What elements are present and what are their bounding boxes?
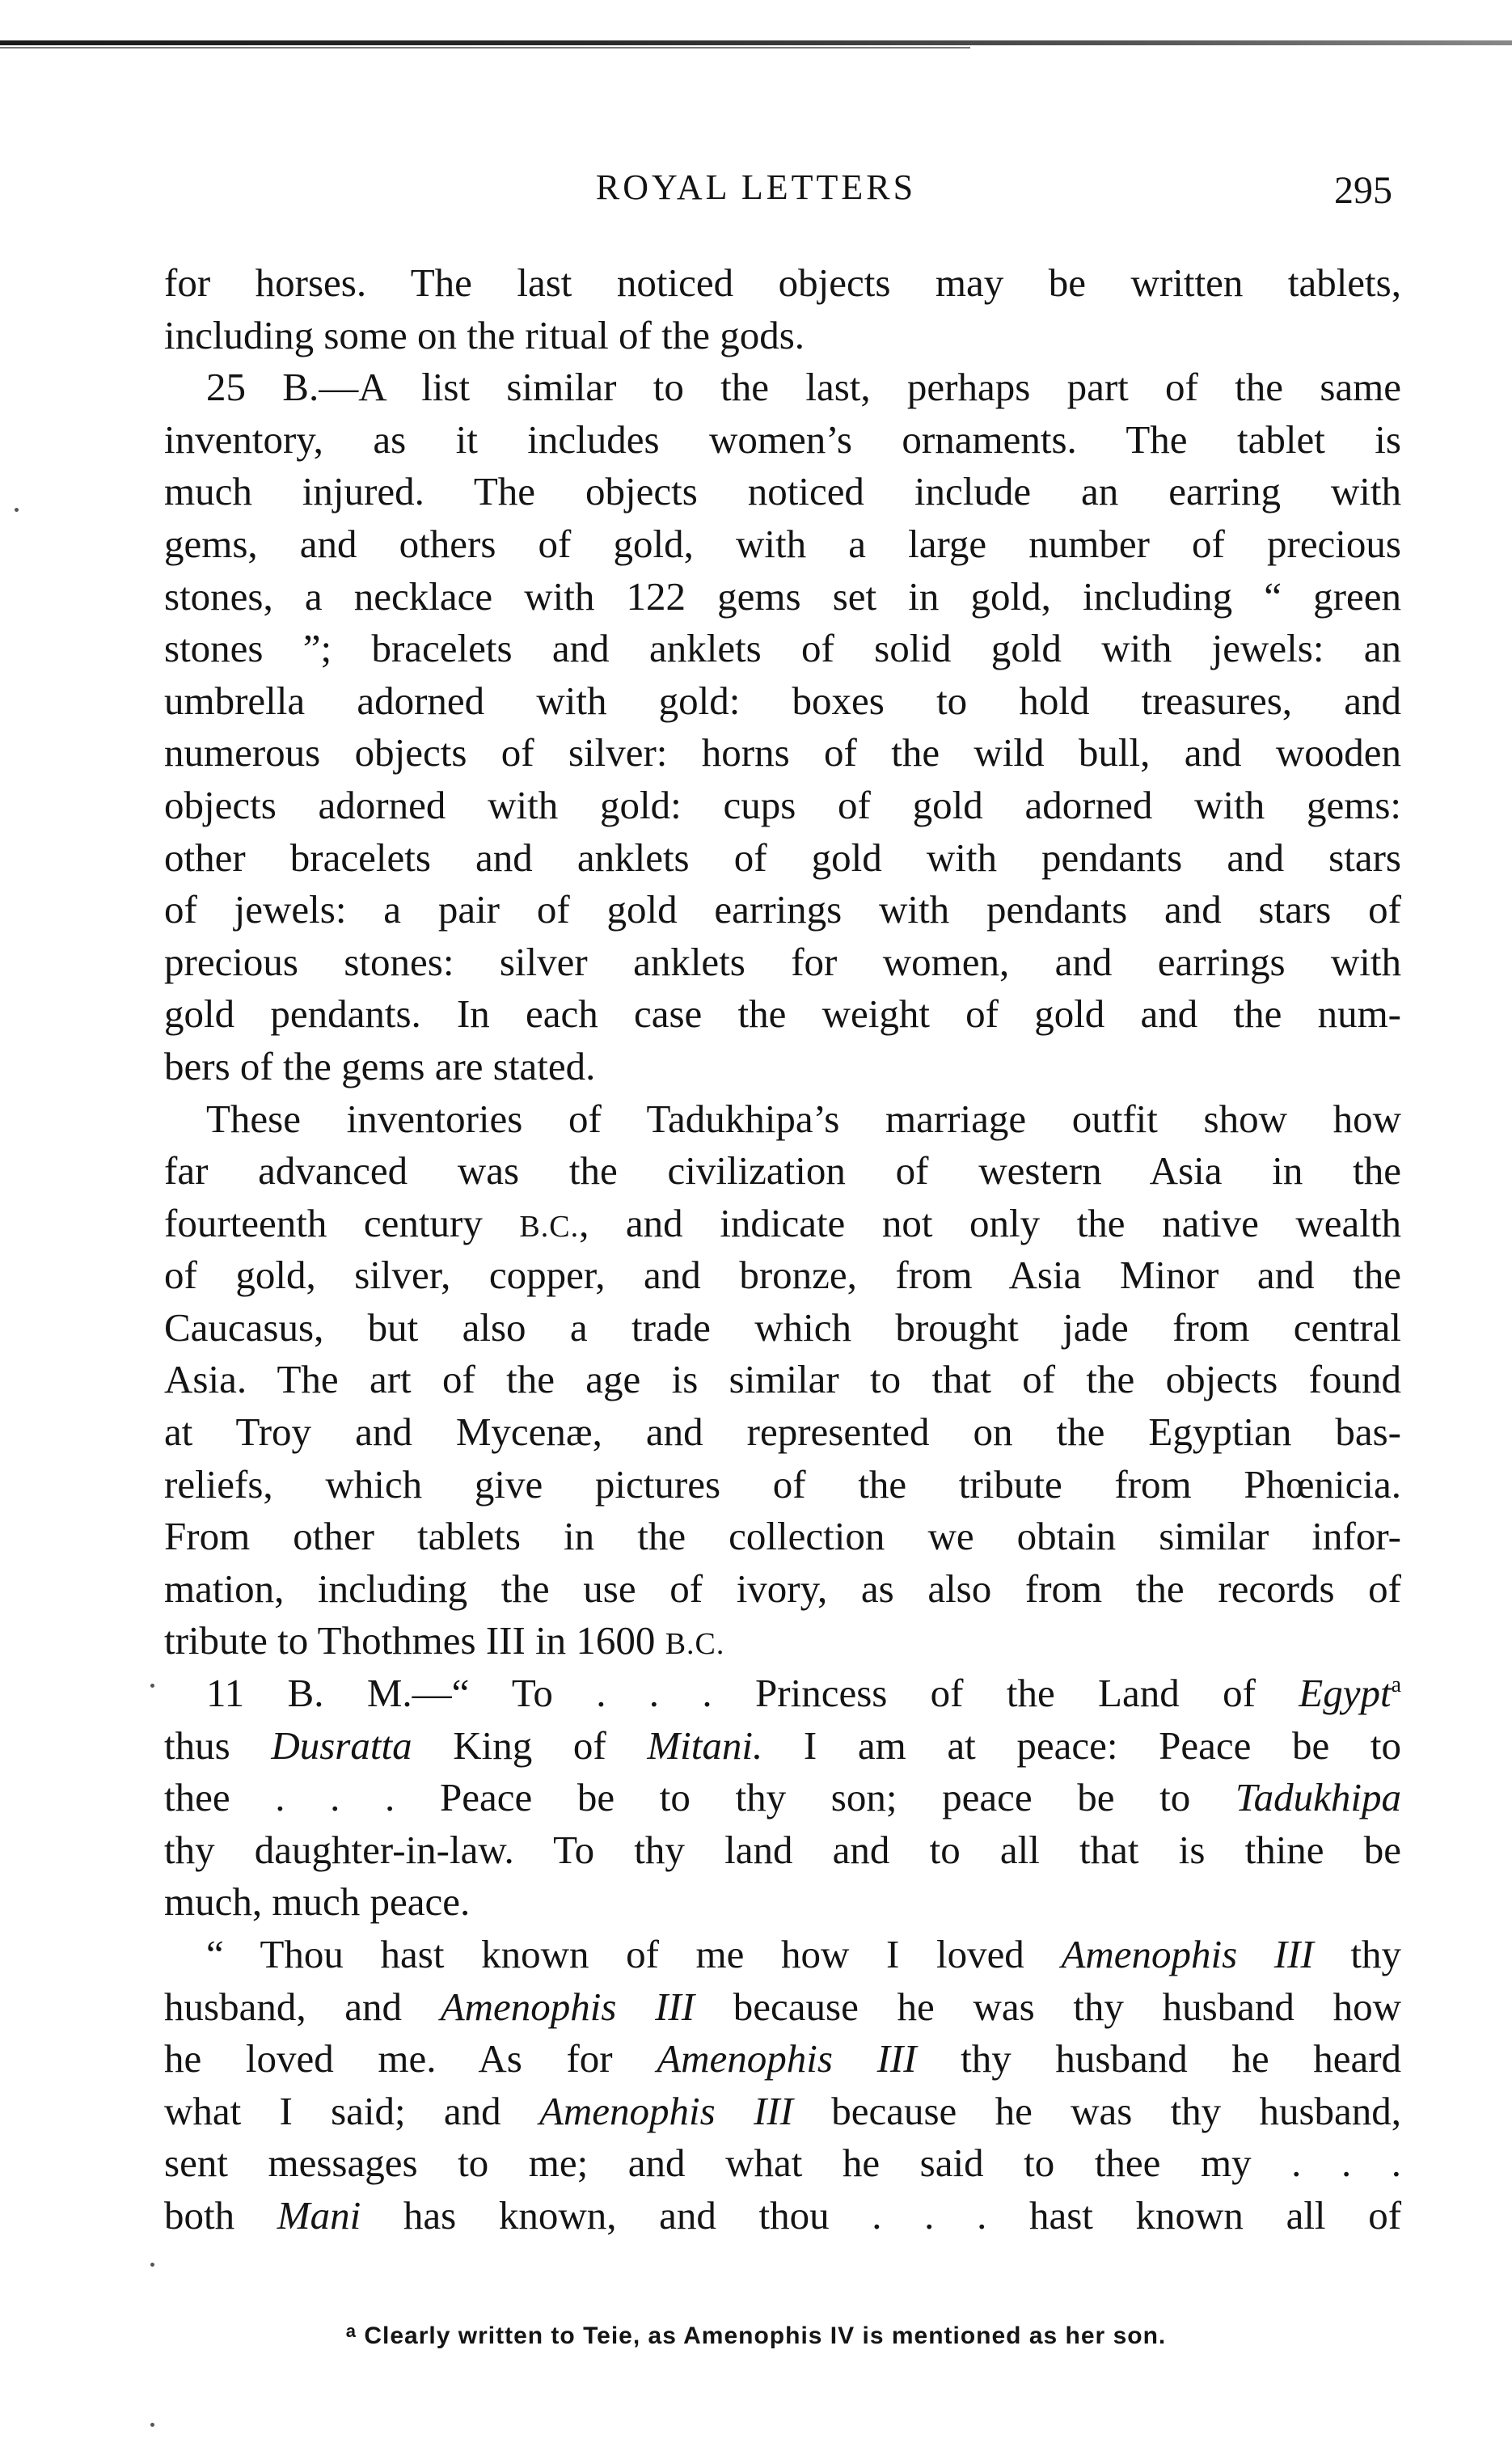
text-line: objects adorned with gold: cups of gold adorned with gems:: [164, 782, 1401, 827]
italic-name: Mani: [277, 2192, 361, 2238]
italic-name: Mitani.: [647, 1722, 763, 1768]
page-number: 295: [1334, 169, 1392, 212]
text-line: thee . . . Peace be to thy son; peace be to Tadukhipa: [164, 1775, 1402, 1820]
margin-speck: [15, 508, 19, 512]
italic-name: Amenophis III: [440, 1984, 695, 2029]
text-line: “ Thou hast known of me how I loved Amenophis III thy: [206, 1932, 1402, 1976]
era-abbreviation: B.C.: [665, 1627, 725, 1662]
footnote: [0, 2321, 1512, 2350]
text-line: thus Dusratta King of Mitani. I am at peace: Peace be to: [164, 1722, 1401, 1768]
text-line: thy daughter-in-law. To thy land and to all that is thine be: [164, 1827, 1401, 1872]
text-line: husband, and Amenophis III because he was thy husband how: [164, 1984, 1402, 2029]
text-line: including some on the ritual of the gods.: [164, 312, 805, 357]
margin-speck: [150, 2423, 154, 2427]
text-line: fourteenth century B.C., and indicate not only the native wealth: [164, 1200, 1401, 1245]
era-abbreviation: B.C.: [519, 1209, 580, 1244]
italic-name: Dusratta: [271, 1722, 412, 1768]
text-line: Caucasus, but also a trade which brought jade from central: [164, 1304, 1401, 1350]
text-line: what I said; and Amenophis III because he was thy husband,: [164, 2088, 1402, 2133]
text-line: he loved me. As for Amenophis III thy husband he heard: [164, 2036, 1402, 2082]
text-line: stones, a necklace with 122 gems set in gold, including “ green: [164, 573, 1401, 619]
text-line: precious stones: silver anklets for women, and earrings with: [164, 939, 1401, 984]
margin-speck: [150, 2263, 154, 2267]
footnote-text: Clearly written to Teie, as Amenophis IV is mentioned as her son.: [364, 2322, 1167, 2349]
footnote-reference: a: [1391, 1672, 1401, 1698]
text-line: stones ”; bracelets and anklets of solid gold with jewels: an: [164, 626, 1401, 671]
top-edge-rule-secondary: [0, 47, 970, 49]
body-text: [164, 257, 1401, 2242]
running-head: [0, 167, 1512, 215]
text-line: sent messages to me; and what he said to thee my . . .: [164, 2141, 1401, 2186]
text-line: at Troy and Mycenæ, and represented on the Egyptian bas-: [164, 1410, 1401, 1455]
italic-name: Amenophis III: [1061, 1932, 1314, 1976]
text-line: 11 B. M.—“ To . . . Princess of the Land of Egypt$^a$: [206, 1671, 1401, 1716]
text-line: From other tablets in the collection we obtain similar infor-: [164, 1514, 1401, 1559]
text-line: mation, including the use of ivory, as also from the records of: [164, 1566, 1401, 1611]
text-line: far advanced was the civilization of western Asia in the: [164, 1148, 1401, 1194]
text-line: much injured. The objects noticed include an earring with: [164, 469, 1401, 514]
italic-name: Amenophis III: [657, 2036, 917, 2082]
text-line: much, much peace.: [164, 1879, 471, 1925]
text-line: numerous objects of silver: horns of the wild bull, and wooden: [164, 730, 1401, 776]
text-line: 25 B.—A list similar to the last, perhaps part of the same: [206, 365, 1401, 410]
italic-name: Egypt: [1299, 1671, 1392, 1716]
text-line: bers of the gems are stated.: [164, 1043, 596, 1088]
text-line: These inventories of Tadukhipa’s marriage outfit show how: [206, 1096, 1401, 1141]
italic-name: Amenophis III: [538, 2088, 793, 2133]
margin-speck: [150, 1684, 154, 1688]
running-title: ROYAL LETTERS: [595, 167, 917, 207]
text-line: both Mani has known, and thou . . . hast known all of: [164, 2192, 1402, 2238]
text-line: for horses. The last noticed objects may be written tablets,: [164, 260, 1401, 305]
text-line: gems, and others of gold, with a large number of precious: [164, 521, 1401, 566]
text-line: reliefs, which give pictures of the tribute from Phœnicia.: [164, 1461, 1401, 1507]
top-edge-rule: [0, 40, 1512, 45]
text-line: umbrella adorned with gold: boxes to hold treasures, and: [164, 678, 1401, 723]
text-line: Asia. The art of the age is similar to that of the objects found: [164, 1357, 1401, 1402]
footnote-mark: a: [345, 2321, 357, 2341]
text-line: other bracelets and anklets of gold with pendants and stars: [164, 835, 1401, 880]
text-line: of gold, silver, copper, and bronze, from Asia Minor and the: [164, 1253, 1401, 1298]
text-line: inventory, as it includes women’s ornaments. The tablet is: [164, 416, 1401, 462]
text-line: gold pendants. In each case the weight of gold and the num-: [164, 991, 1401, 1037]
text-line: tribute to Thothmes III in 1600 B.C.: [164, 1618, 725, 1663]
text-line: of jewels: a pair of gold earrings with pendants and stars of: [164, 887, 1401, 932]
italic-name: Tadukhipa: [1235, 1775, 1402, 1820]
